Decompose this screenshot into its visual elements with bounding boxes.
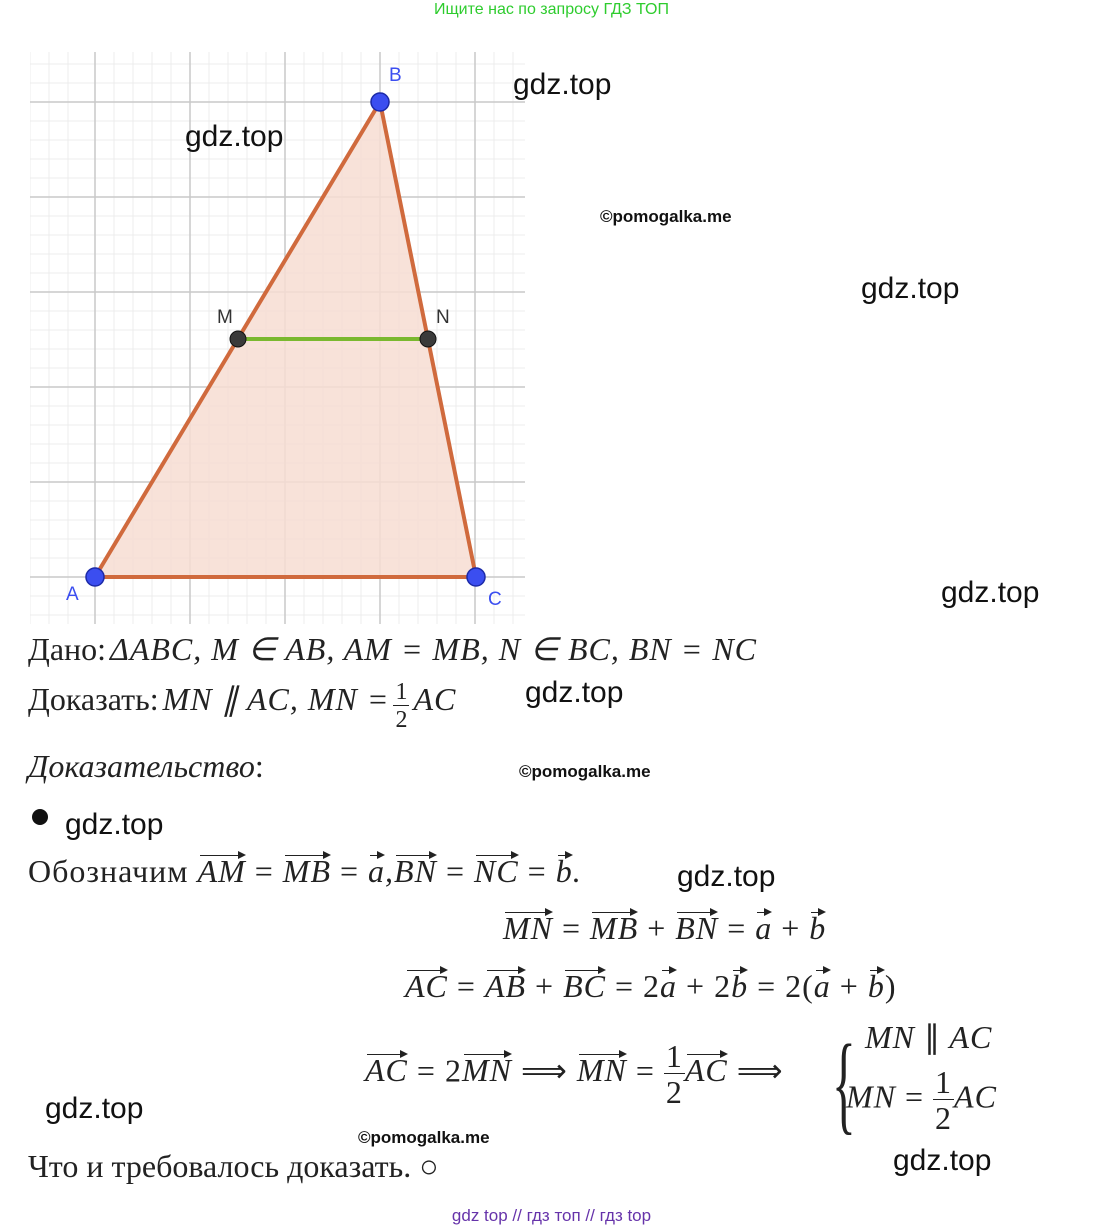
conclusion-fraction: $\frac{1}{2}$ [665, 1038, 683, 1110]
watermark-pomogalka: ©pomogalka.me [600, 207, 732, 226]
equation-mn: MN = MB + BN = a + b [503, 910, 827, 946]
top-banner: Ищите нас по запросу ГДЗ ТОП [434, 1, 669, 18]
prove-frac-den: 2 [395, 707, 408, 734]
watermark-gdz: gdz.top [677, 860, 776, 893]
watermark-gdz: gdz.top [513, 68, 612, 101]
watermark-gdz: gdz.top [861, 272, 960, 305]
system-line-2: MN = $\frac{1}{2}$ AC [846, 1064, 997, 1136]
watermark-gdz: gdz.top [65, 808, 164, 841]
watermark-gdz: gdz.top [525, 676, 624, 709]
vec-a: a [368, 853, 386, 889]
watermark-gdz: gdz.top [941, 576, 1040, 609]
label-c: C [488, 589, 502, 610]
footer-links[interactable]: gdz top // гдз топ // гдз top [451, 1206, 652, 1225]
watermark-pomogalka: ©pomogalka.me [519, 762, 651, 781]
vec-am: AM [197, 853, 246, 889]
system-line-1: MN ∥ AC [865, 1019, 993, 1055]
vec-b: b [555, 853, 573, 889]
proof-colon: : [254, 748, 264, 784]
label-b: B [389, 65, 402, 86]
proof-end: Что и требовалось доказать. ○ [28, 1148, 439, 1184]
prove-fraction [393, 680, 409, 732]
notation-line: Обозначим AM = MB = a,BN = NC = b. [28, 853, 582, 889]
point-c [467, 568, 485, 586]
prove-tail: AC [413, 681, 457, 717]
equation-ac: AC = AB + BC = 2a + 2b = 2(a + b) [405, 968, 897, 1004]
bullet [32, 809, 48, 825]
proof-label: Доказательство [28, 748, 255, 784]
vec-bn: BN [394, 853, 437, 889]
point-n [420, 331, 436, 347]
point-b [371, 93, 389, 111]
watermark-gdz: gdz.top [893, 1144, 992, 1177]
point-a [86, 568, 104, 586]
system-brace: { [832, 1022, 856, 1144]
vec-nc: NC [473, 853, 519, 889]
prove-label: Доказать: [28, 681, 159, 717]
label-a: A [66, 584, 79, 605]
watermark-gdz: gdz.top [185, 120, 284, 153]
label-m: M [217, 307, 233, 328]
watermark-pomogalka: ©pomogalka.me [358, 1128, 490, 1147]
vec-mb: MB [282, 853, 331, 889]
watermark-gdz: gdz.top [45, 1092, 144, 1125]
given-text: ΔABC, M ∈ AB, AM = MB, N ∈ BC, BN = NC [110, 631, 758, 667]
prove-text: MN ∥ AC, MN = [162, 681, 390, 717]
given-label: Дано: [28, 631, 107, 667]
prove-frac-num: 1 [395, 679, 408, 706]
proof-heading [28, 748, 264, 785]
equation-conclusion: AC = 2MN ⟹ MN = $\frac{1}{2}$ AC ⟹ [365, 1038, 784, 1110]
point-m [230, 331, 246, 347]
prove-line [28, 680, 456, 732]
given-line [28, 630, 757, 668]
label-n: N [436, 307, 450, 328]
notation-intro: Обозначим [28, 853, 189, 889]
